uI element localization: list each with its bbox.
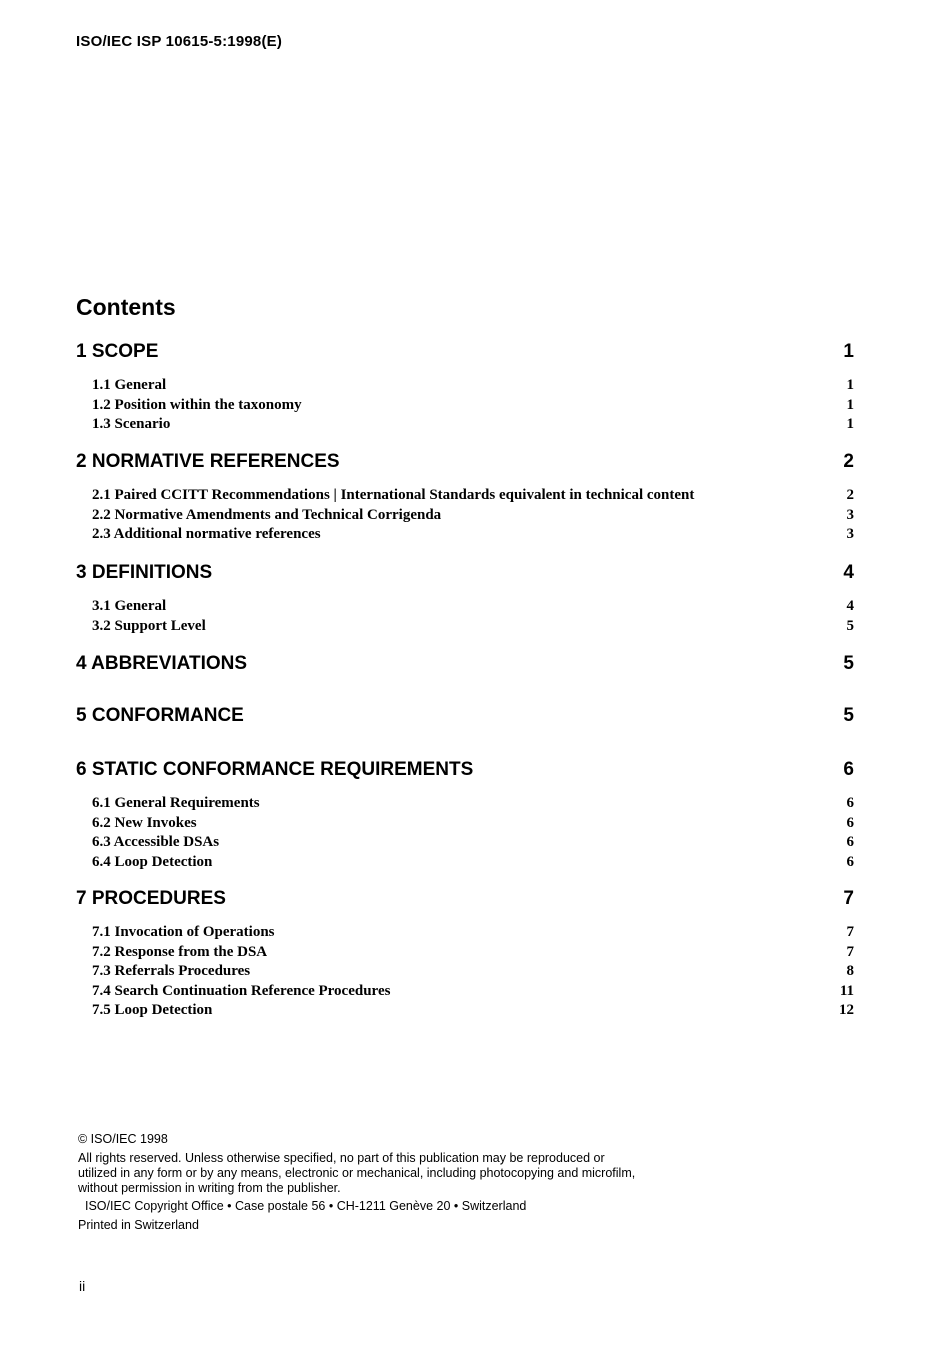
copyright-office-address: ISO/IEC Copyright Office • Case postale 56 • CH-1211 Genève 20 • Switzerland: [85, 1199, 527, 1213]
toc-subsection-row: [76, 376, 854, 395]
toc-section-row: [76, 450, 854, 474]
toc-subsection-label: 1.2 Position within the taxonomy: [92, 396, 302, 413]
toc-subsection-label: 3.2 Support Level: [92, 617, 206, 634]
toc-subsection-label: 6.4 Loop Detection: [92, 853, 213, 870]
toc-subsection-label: 7.5 Loop Detection: [92, 1002, 213, 1018]
toc-section-label: 6 STATIC CONFORMANCE REQUIREMENTS: [76, 759, 474, 780]
toc-subsection-row: [76, 415, 854, 434]
toc-subsection-page: 6: [846, 834, 854, 850]
toc-section-label: 5 CONFORMANCE: [76, 705, 244, 726]
toc-section-row: [76, 704, 854, 728]
toc-subsection-page: 1: [846, 416, 854, 432]
toc-subsection-label: 2.2 Normative Amendments and Technical Corrigenda: [92, 506, 442, 523]
toc-subsection-page: 4: [846, 598, 854, 614]
toc-subsection-label: 7.3 Referrals Procedures: [92, 963, 251, 979]
toc-subsection-row: [76, 814, 854, 833]
toc-section-label: 3 DEFINITIONS: [76, 562, 213, 583]
copyright-line: © ISO/IEC 1998: [78, 1132, 168, 1146]
toc-subsection-row: [76, 597, 854, 616]
toc-subsection-row: [76, 982, 854, 1001]
page-number: ii: [79, 1278, 86, 1294]
toc-subsection-page: 11: [839, 982, 854, 999]
toc-subsection-page: 7: [846, 943, 854, 960]
toc-subsection-page: 1: [846, 396, 854, 413]
toc-subsection-page: 1: [846, 377, 854, 393]
toc-subsection-row: [76, 923, 854, 942]
toc-subsection-page: 3: [846, 506, 854, 523]
toc-subsection-page: 12: [839, 1002, 854, 1018]
toc-subsection-page: 6: [846, 853, 854, 870]
toc-subsection-row: [76, 396, 854, 415]
toc-section-label: 7 PROCEDURES: [76, 888, 226, 909]
toc-subsection-row: [76, 617, 854, 636]
toc-subsection-label: 3.1 General: [92, 598, 167, 614]
toc-section-label: 1 SCOPE: [76, 341, 159, 362]
toc-subsection-page: 8: [846, 963, 854, 979]
toc-section-row: [76, 340, 854, 364]
toc-subsection-label: 1.3 Scenario: [92, 416, 171, 432]
toc-section-page: 5: [843, 705, 854, 726]
toc-section-page: 6: [843, 759, 854, 780]
toc-subsection-row: [76, 943, 854, 962]
toc-subsection-label: 2.3 Additional normative references: [92, 526, 321, 542]
toc-subsection-row: [76, 794, 854, 813]
toc-subsection-row: [76, 506, 854, 525]
toc-subsection-label: 7.4 Search Continuation Reference Procedures: [92, 982, 391, 999]
toc-subsection-row: [76, 833, 854, 852]
toc-subsection-label: 2.1 Paired CCITT Recommendations | International Standards equivalent in technical content: [92, 487, 695, 503]
printed-in: Printed in Switzerland: [78, 1218, 199, 1232]
toc-subsection-row: [76, 853, 854, 872]
toc-subsection-page: 6: [846, 814, 854, 831]
toc-section-label: 2 NORMATIVE REFERENCES: [76, 451, 340, 472]
toc-subsection-row: [76, 1001, 854, 1020]
toc-section-page: 4: [843, 562, 854, 583]
toc-subsection-page: 3: [846, 526, 854, 542]
document-id-header: ISO/IEC ISP 10615-5:1998(E): [76, 33, 283, 50]
toc-subsection-row: [76, 962, 854, 981]
toc-subsection-label: 7.2 Response from the DSA: [92, 943, 268, 960]
toc-subsection-label: 1.1 General: [92, 377, 167, 393]
toc-subsection-row: [76, 525, 854, 544]
toc-subsection-row: [76, 486, 854, 505]
toc-subsection-label: 6.1 General Requirements: [92, 795, 260, 811]
toc-subsection-label: 6.2 New Invokes: [92, 814, 197, 831]
toc-section-page: 7: [843, 888, 854, 909]
contents-title: Contents: [76, 294, 176, 320]
toc-section-row: [76, 887, 854, 911]
toc-section-page: 2: [843, 451, 854, 472]
toc-subsection-page: 6: [846, 795, 854, 811]
toc-subsection-page: 2: [846, 487, 854, 503]
toc-section-page: 1: [843, 341, 854, 362]
toc-subsection-page: 5: [846, 617, 854, 634]
toc-section-label: 4 ABBREVIATIONS: [76, 653, 248, 674]
toc-section-row: [76, 758, 854, 782]
toc-section-page: 5: [843, 653, 854, 674]
toc-subsection-page: 7: [846, 924, 854, 940]
toc-section-row: [76, 652, 854, 676]
rights-statement: All rights reserved. Unless otherwise specified, no part of this publication may be reproduced or utilized in any form or by any means, electronic or mechanical, including photocopying and microfilm, without permission in writing from the publisher.: [78, 1151, 636, 1195]
toc-section-row: [76, 561, 854, 585]
toc-subsection-label: 6.3 Accessible DSAs: [92, 834, 220, 850]
toc-subsection-label: 7.1 Invocation of Operations: [92, 924, 275, 940]
